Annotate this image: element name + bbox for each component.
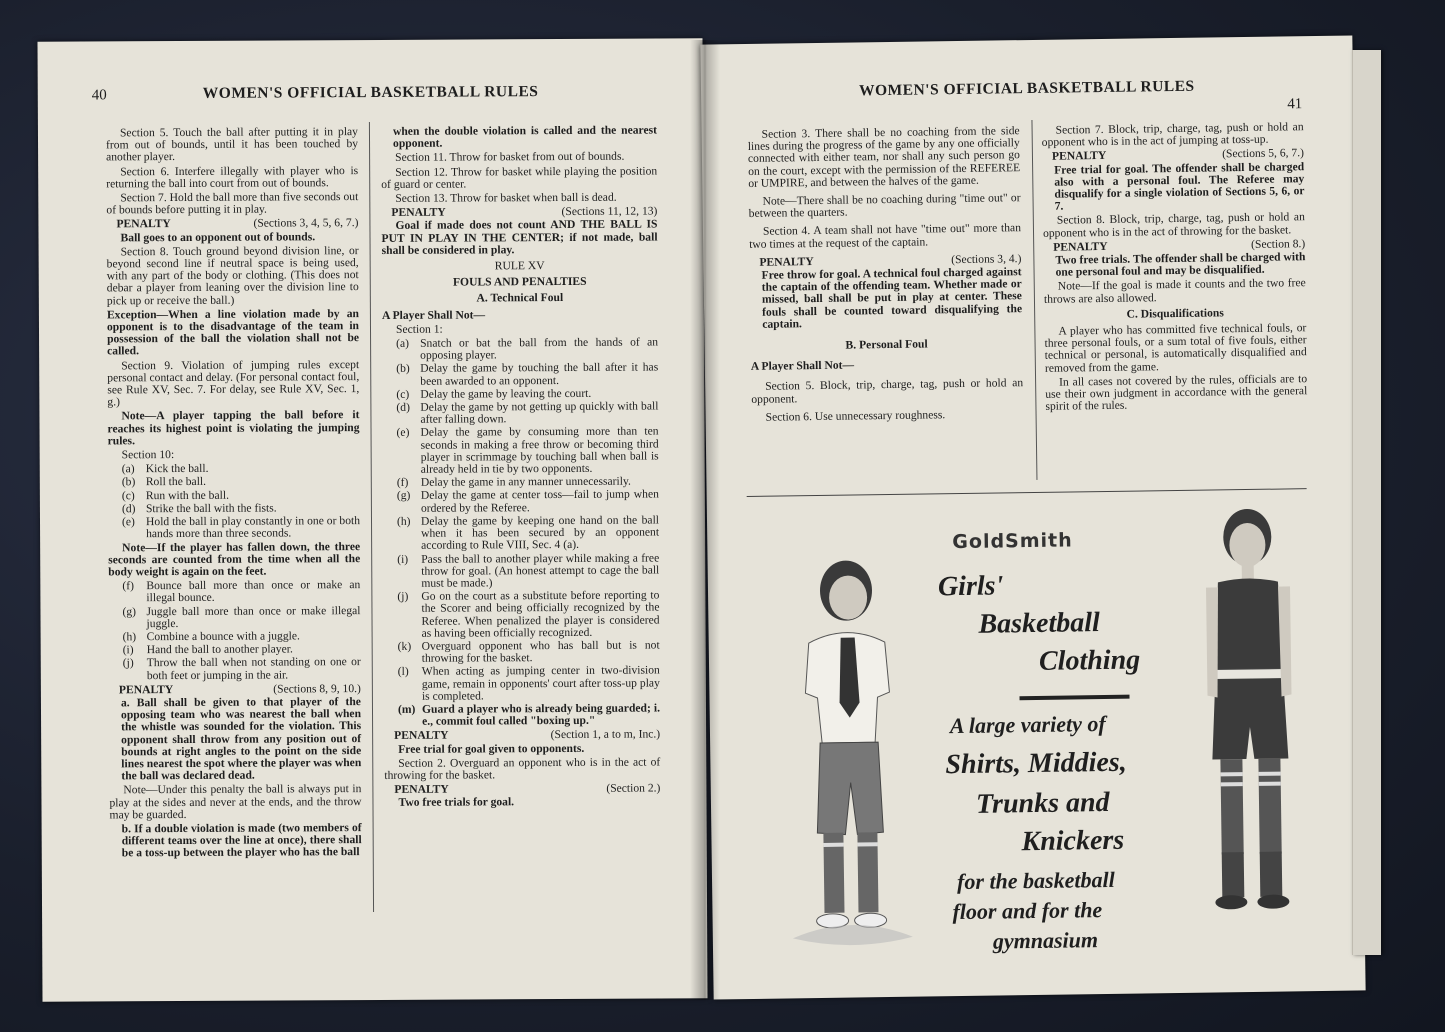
penalty-label: PENALTY [1051,149,1107,164]
section-11: Section 11. Throw for basket from out of bounds. [395,150,625,165]
penalty-ref: (Sections 5, 6, 7.) [1222,146,1305,161]
list-item: (f) Bounce ball more than once or make an illegal bounce. [122,578,361,605]
girl-figure-right-illustration [1177,496,1323,928]
penalty-ref: (Sections 3, 4.) [951,251,1022,266]
penalty-ref: (Section 2.) [606,781,661,795]
penalty-text: Goal if made does not count AND THE BALL IS PUT IN PLAY IN THE CENTER; if not made, ball shall be considered in play. [381,217,658,257]
list-item: (l) When acting as jumping center in two-division game, remain in opponents' court after toss-up play is completed. [397,663,660,703]
list-item: (e) Delay the game by consuming more than ten seconds in making a free throw or becoming third player in scrimmage by touching ball when ball is already held in tie by two opponents. [396,424,659,476]
penalty-ref: (Sections 8, 9, 10.) [273,681,361,696]
ad-line: A large variety of [949,711,1106,739]
list-item: (c) Delay the game by leaving the court. [396,386,592,401]
note: Note—A player tapping the ball before it reaches its highest point is violating the jumping rules. [107,408,360,448]
ad-line: for the basketball [956,866,1115,895]
penalty-text: Ball goes to an opponent out of bounds. [120,229,316,244]
paragraph: A player who has committed five technical fouls, or three personal fouls, or a sum total of five fouls, either technical or personal, is automatically disqualified and removed from the game. [1044,321,1307,375]
page-number: 41 [1287,96,1303,113]
section-8: Section 8. Block, trip, charge, tag, push or hold an opponent who is in the act of throwing for the basket. [1042,210,1305,240]
note: Note—If the player has fallen down, the three seconds are counted from the time when all the body weight is again on the feet. [108,539,361,579]
section-3: Section 3. There shall be no coaching from the side lines during the progress of the game by any one officially connected with either team, nor shall any such person go on the court, except with the permission of the REFEREE or UMPIRE, and between the halves of the game. [747,124,1021,190]
penalty-header [116,217,358,230]
list-item: (i) Pass the ball to another player while making a free throw for goal. (An honest attempt to cage the ball must be made.) [397,550,660,590]
list-item: (g) Juggle ball more than once or make illegal juggle. [122,603,361,630]
section-12: Section 12. Throw for basket while playing the position of guard or center. [381,164,658,191]
left-page [37,38,707,1001]
penalty-text: Two free trials. The offender shall be charged with one personal foul and may be disqualified. [1055,250,1306,279]
list-item: (m) Guard a player who is already being guarded; i. e., commit foul called "boxing up." [397,701,661,728]
advertisement [747,496,1314,974]
penalty-text: Free trial for goal. The offender shall be charged also with a personal foul. The Referee may disqualify for a single violation of Sections 5, 6, or 7. [1054,159,1305,213]
list-item: (h) Delay the game by keeping one hand on the ball when it has been secured by an opponent according to Rule VIII, Sec. 4 (a). [396,513,660,553]
paragraph: In all cases not covered by the rules, officials are to use their own judgment in accordance with the general spirit of the rules. [1045,372,1308,414]
rule-number: RULE XV [494,259,545,273]
penalty-header [394,783,660,797]
penalty-text: Two free trials for goal. [398,795,515,810]
section-6: Section 6. Use unnecessary roughness. [765,408,946,424]
ad-divider [747,488,1307,497]
section-2: Section 2. Overguard an opponent who is in the act of throwing for the basket. [384,755,661,782]
player-shall-not: A Player Shall Not— [750,358,855,374]
penalty-ref: (Section 1, a to m, Inc.) [550,727,661,742]
penalty-a: a. Ball shall be given to that player of the opposing team who was nearest the ball when the whistle was sounded for the violation. This opponent shall throw from any position out of bounds at right angles to the point on the side lines nearest the spot where the player was when the ball was declared dead. [120,695,362,783]
list-item: (j) Throw the ball when not standing on one or both feet or jumping in the air. [122,655,361,682]
ad-line: Trunks and [975,786,1110,820]
list-item: (f) Delay the game in any manner unnecessarily. [396,474,631,490]
list-item: (j) Go on the court as a substitute before reporting to the Scorer and being officially recognized by the Referee. When penalized the player is considered as having been officially recognized. [397,588,660,640]
ad-line: Basketball [978,607,1101,640]
section-6: Section 6. Interfere illegally with player who is returning the ball into court from out of bounds. [106,163,359,191]
penalty-ref: (Sections 11, 12, 13) [561,204,658,219]
list-item: (a) Snatch or bat the ball from the hands of an opposing player. [396,335,659,362]
section-7: Section 7. Block, trip, charge, tag, push or hold an opponent who is in the act of jumping at toss-up. [1041,120,1304,150]
page-number: 40 [91,87,107,104]
section-4: Section 4. A team shall not have "time out" more than two times at the request of the captain. [749,221,1022,251]
penalty-label: PENALTY [118,682,174,697]
subheading: C. Disqualifications [1126,306,1224,321]
continuation: when the double violation is called and the nearest opponent. [392,123,657,151]
penalty-label: PENALTY [759,254,814,269]
ad-rule [1019,695,1129,701]
ad-line: floor and for the [952,897,1103,925]
section-9: Section 9. Violation of jumping rules except personal contact and delay. (For personal contact foul, see Rule XV, Sec. 7. For delay, see Rule XV, Sec. 1, g.) [107,357,360,409]
page-edges [1352,50,1381,955]
ad-line: Shirts, Middies, [945,746,1127,781]
list-item: (h) Combine a bounce with a juggle. [122,629,300,644]
rule-title: FOULS AND PENALTIES [452,275,587,289]
right-page [700,35,1365,999]
player-shall-not: A Player Shall Not— [381,308,486,322]
penalty-ref: (Section 8.) [1251,237,1306,251]
note: Note—If the goal is made it counts and the two free throws are also allowed. [1043,276,1306,306]
subheading: A. Technical Foul [476,291,564,305]
note: Note—Under this penalty the ball is always put in play at the sides and never at the ends, and the throw may be guarded. [109,782,362,822]
brand-logo: GoldSmith [952,529,1073,554]
penalty-ref: (Sections 3, 4, 5, 6, 7.) [253,216,359,231]
list-item: (i) Hand the ball to another player. [122,642,293,657]
left-column-2 [381,125,661,812]
penalty-text: Free trial for goal given to opponents. [398,741,585,756]
penalty-label: PENALTY [394,728,449,743]
section-5: Section 5. Block, trip, charge, tag, push or hold an opponent. [751,376,1024,406]
column-divider [369,122,374,912]
list-item: (e) Hold the ball in play constantly in one or both hands more than three seconds. [121,514,361,541]
left-column-1 [106,126,362,862]
list-item: (b) Roll the ball. [121,475,207,489]
list-item: (d) Delay the game by not getting up quickly with ball after falling down. [396,399,659,427]
penalty-header [119,683,361,696]
girl-figure-left-illustration [767,542,923,964]
ad-line: Clothing [1038,644,1141,677]
running-head: WOMEN'S OFFICIAL BASKETBALL RULES [858,77,1195,100]
subheading: B. Personal Foul [845,337,928,352]
section-7: Section 7. Hold the ball more than five seconds out of bounds before putting it in play. [106,190,359,217]
section-13: Section 13. Throw for basket when ball is dead. [395,190,617,205]
penalty-b: b. If a double violation is made (two members of different teams over the line at once), there shall be a toss-up between the player who has the ball [121,821,362,860]
section-5: Section 5. Touch the ball after putting it in play from out of bounds, until it has been touched by another player. [105,125,359,164]
book-spine-shadow [690,40,720,1000]
penalty-label: PENALTY [1053,239,1108,254]
running-head: WOMEN'S OFFICIAL BASKETBALL RULES [202,83,539,102]
list-item: (c) Run with the ball. [121,488,229,502]
list-item: (d) Strike the ball with the fists. [121,501,277,516]
list-item: (b) Delay the game by touching the ball after it has been awarded to an opponent. [396,360,659,388]
list-item: (k) Overguard opponent who has ball but is not throwing for the basket. [397,638,660,665]
list-item: (a) Kick the ball. [121,462,209,476]
section-8: Section 8. Touch ground beyond division line, or beyond second line if neutral space is being used, with any part of the body or clothing. (This does not debar a player from leaning over the division line to pick up or receive the ball.) [106,243,359,308]
right-column-2 [1042,121,1308,415]
column-divider [1031,120,1037,480]
exception: Exception—When a line violation made by an opponent is to the disadvantage of the team in possession of the ball the violation shall not be called. [106,306,360,358]
section-10: Section 10: [121,448,175,462]
list-item: (g) Delay the game at center toss—fail to jump when ordered by the Referee. [396,487,659,515]
ad-line: Knickers [1021,824,1125,858]
penalty-label: PENALTY [394,782,449,797]
section-1: Section 1: [395,322,443,336]
penalty-header [394,729,660,743]
note: Note—There shall be no coaching during "time out" or between the quarters. [748,191,1021,221]
ad-line: Girls' [937,570,1004,603]
penalty-text: Free throw for goal. A technical foul charged against the captain of the offending team. Whether made or missed, ball shall be put in play at center. These fouls shall be counted toward disqualifying the captain. [761,265,1023,331]
penalty-label: PENALTY [391,205,446,220]
right-column-1 [748,125,1024,426]
penalty-label: PENALTY [116,217,171,231]
ad-line: gymnasium [992,927,1099,954]
